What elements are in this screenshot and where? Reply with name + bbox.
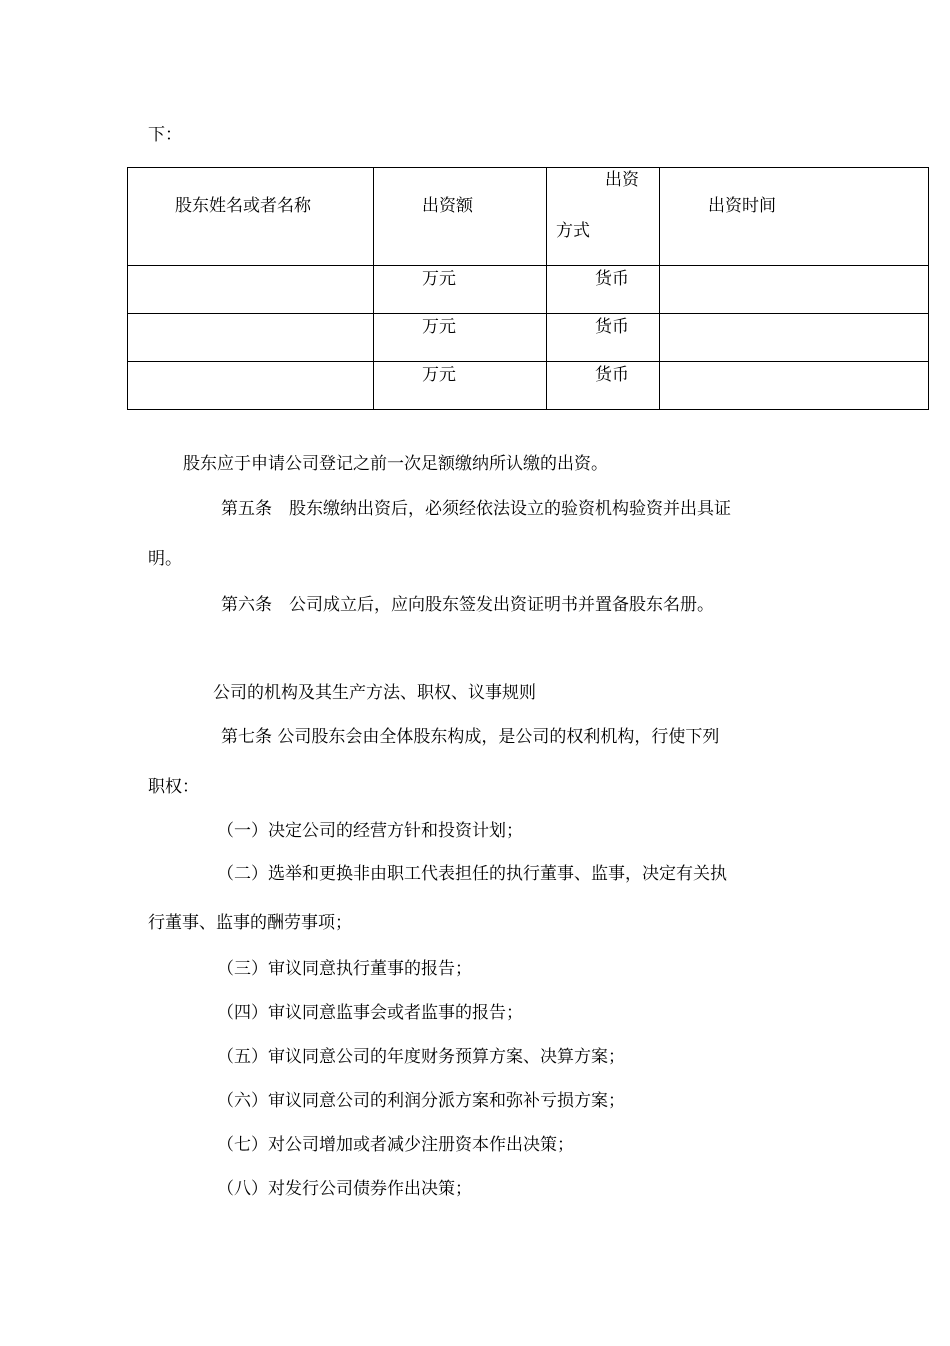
cell-method: 货币 — [547, 314, 660, 362]
cell-amount: 万元 — [374, 266, 547, 314]
lead-in-text: 下： — [148, 125, 182, 145]
cell-name — [128, 266, 374, 314]
article-7-line-1: 第七条 公司股东会由全体股东构成，是公司的权利机构，行使下列 — [221, 727, 720, 747]
cell-amount: 万元 — [374, 362, 547, 410]
list-item-continuation: 行董事、监事的酬劳事项； — [148, 913, 352, 933]
cell-time — [660, 314, 929, 362]
chapter-heading: 公司的机构及其生产方法、职权、议事规则 — [213, 683, 536, 703]
list-item: （一）决定公司的经营方针和投资计划； — [217, 821, 523, 841]
article-6: 第六条 公司成立后，应向股东签发出资证明书并置备股东名册。 — [221, 595, 714, 615]
cell-name — [128, 314, 374, 362]
article-5-line-2: 明。 — [148, 549, 182, 569]
header-contribution-amount: 出资额 — [374, 168, 547, 266]
list-item: （七）对公司增加或者减少注册资本作出决策； — [217, 1135, 574, 1155]
list-item: （六）审议同意公司的利润分派方案和弥补亏损方案； — [217, 1091, 625, 1111]
cell-time — [660, 266, 929, 314]
cell-method: 货币 — [547, 266, 660, 314]
table-row — [128, 314, 929, 362]
cell-method: 货币 — [547, 362, 660, 410]
header-shareholder-name: 股东姓名或者名称 — [128, 168, 374, 266]
article-5-line-1: 第五条 股东缴纳出资后，必须经依法设立的验资机构验资并出具证 — [221, 499, 731, 519]
cell-time — [660, 362, 929, 410]
list-item: （四）审议同意监事会或者监事的报告； — [217, 1003, 523, 1023]
table-row — [128, 362, 929, 410]
article-7-line-2: 职权： — [148, 777, 199, 797]
table-header-row — [128, 168, 929, 266]
header-contribution-time: 出资时间 — [660, 168, 929, 266]
cell-name — [128, 362, 374, 410]
header-contribution-method: 出资 方式 — [547, 168, 660, 266]
list-item: （五）审议同意公司的年度财务预算方案、决算方案； — [217, 1047, 625, 1067]
list-item: （八）对发行公司债券作出决策； — [217, 1179, 472, 1199]
list-item: （三）审议同意执行董事的报告； — [217, 959, 472, 979]
cell-amount: 万元 — [374, 314, 547, 362]
list-item: （二）选举和更换非由职工代表担任的执行董事、监事，决定有关执 — [217, 864, 727, 884]
shareholder-contribution-table — [127, 167, 929, 410]
table-row — [128, 266, 929, 314]
paragraph-contribution-deadline: 股东应于申请公司登记之前一次足额缴纳所认缴的出资。 — [183, 454, 608, 474]
